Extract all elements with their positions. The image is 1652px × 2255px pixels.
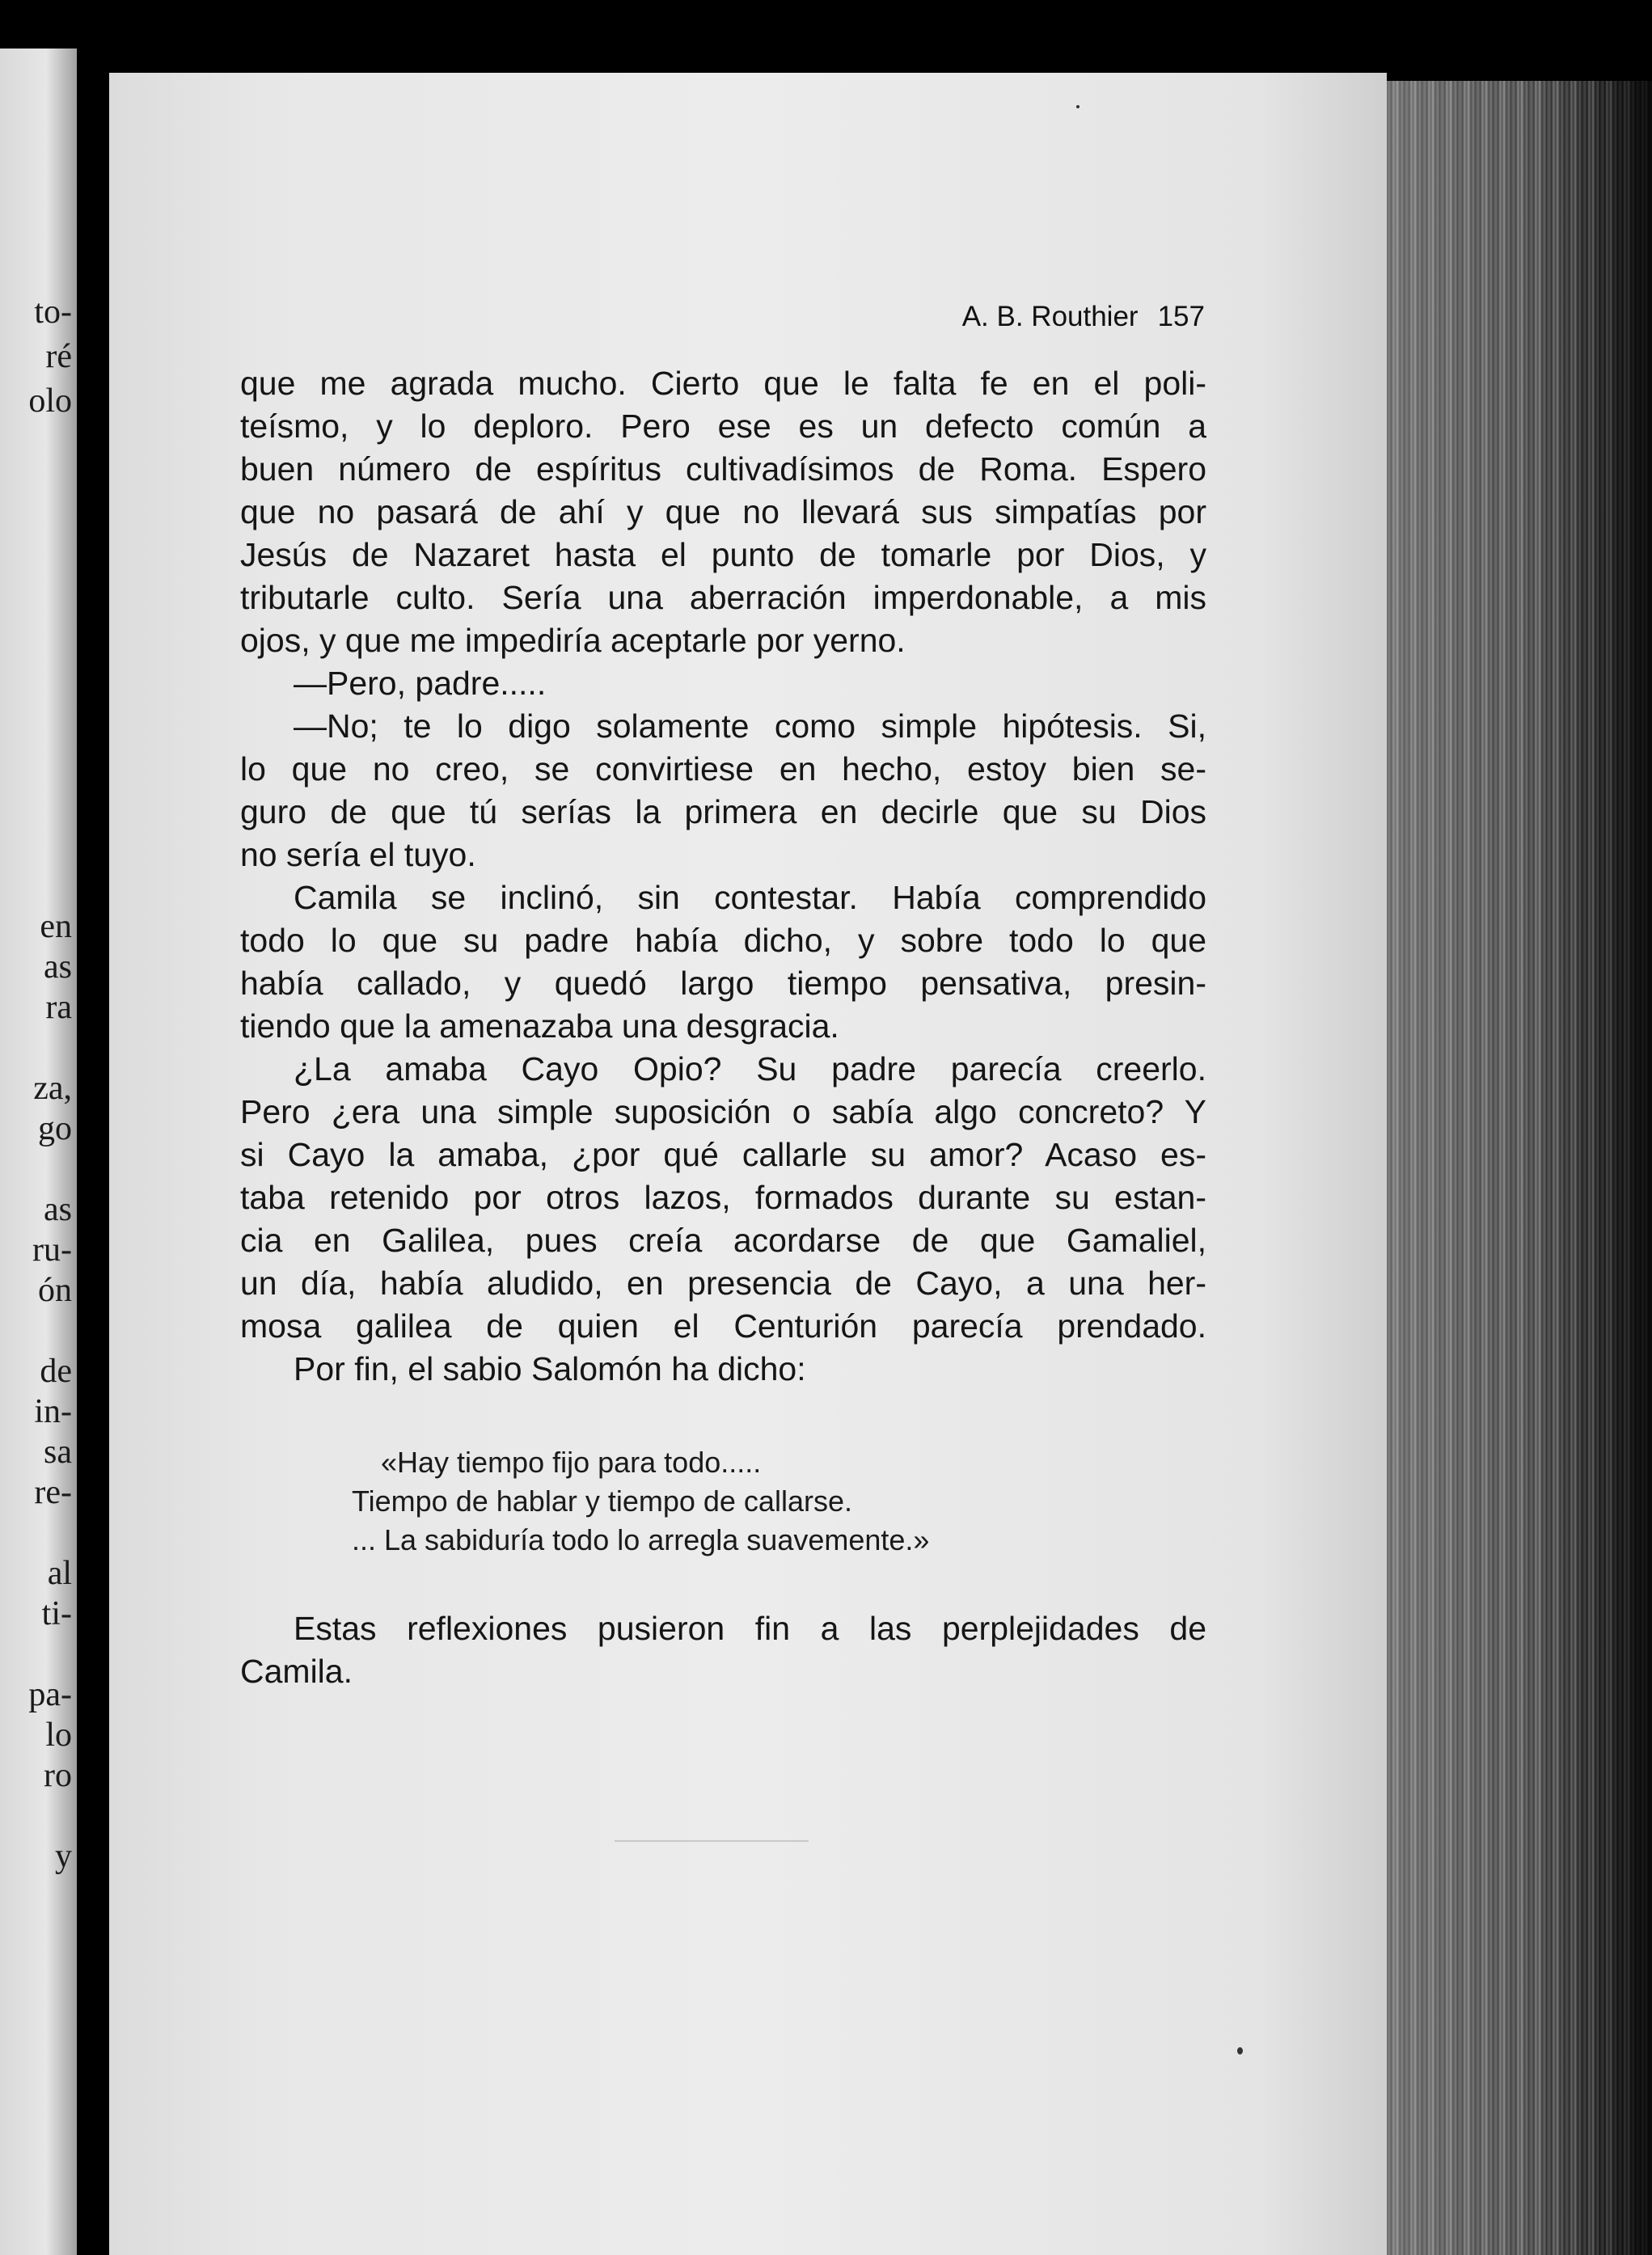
left-fragment: ón [38, 1272, 72, 1309]
left-fragment: as [44, 948, 72, 986]
text-line: ojos, y que me impediría aceptarle por yerno. [240, 622, 906, 659]
text-line: Jesús de Nazaret hasta el punto de tomarle por Dios, y [240, 536, 1206, 573]
left-fragment: as [44, 1191, 72, 1228]
left-fragment: go [38, 1110, 72, 1147]
text-line: buen número de espíritus cultivadísimos de Roma. Espero [240, 450, 1206, 488]
text-line: Estas reflexiones pusieron fin a las perplejidades de [294, 1610, 1206, 1647]
verse-line: «Hay tiempo fijo para todo..... [381, 1446, 762, 1479]
text-line: Por fin, el sabio Salomón ha dicho: [294, 1350, 806, 1387]
text-line: Pero ¿era una simple suposición o sabía algo concreto? Y [240, 1093, 1206, 1130]
text-line: había callado, y quedó largo tiempo pensativa, presin- [240, 965, 1206, 1002]
text-line: ¿La amaba Cayo Opio? Su padre parecía creerlo. [294, 1050, 1206, 1087]
text-line: —No; te lo digo solamente como simple hipótesis. Si, [294, 707, 1206, 745]
text-line: lo que no creo, se convirtiese en hecho, estoy bien se- [240, 750, 1206, 788]
text-line: todo lo que su padre había dicho, y sobre todo lo que [240, 922, 1206, 959]
text-line: mosa galilea de quien el Centurión parecía prendado. [240, 1307, 1206, 1345]
text-line: guro de que tú serías la primera en decirle que su Dios [240, 793, 1206, 830]
left-fragment: lo [45, 1717, 72, 1754]
text-line: que me agrada mucho. Cierto que le falta fe en el poli- [240, 365, 1206, 402]
text-line: si Cayo la amaba, ¿por qué callarle su amor? Acaso es- [240, 1136, 1206, 1173]
ink-speck [1237, 2047, 1243, 2054]
left-fragment: ra [45, 989, 72, 1026]
left-fragment: to- [34, 293, 72, 331]
text-line: tiendo que la amenazaba una desgracia. [240, 1007, 839, 1045]
text-line: —Pero, padre..... [294, 665, 547, 702]
verse-line: ... La sabiduría todo lo arregla suavemente.» [352, 1523, 930, 1556]
page-edges-shade [1387, 81, 1652, 2255]
faint-rule [615, 1840, 809, 1842]
text-line: cia en Galilea, pues creía acordarse de que Gamaliel, [240, 1222, 1206, 1259]
text-line: que no pasará de ahí y que no llevará sus simpatías por [240, 493, 1206, 530]
ink-speck [1076, 105, 1080, 108]
closing-text [240, 1607, 1206, 1693]
left-fragment: en [40, 908, 72, 945]
text-line: tributarle culto. Sería una aberración imperdonable, a mis [240, 579, 1206, 616]
book-gutter [77, 49, 109, 2255]
quoted-verse [352, 1443, 929, 1560]
left-fragment: pa- [28, 1676, 72, 1713]
left-fragment: za, [33, 1070, 72, 1107]
page-number: 157 [1157, 301, 1205, 332]
book-page [109, 73, 1387, 2255]
left-facing-page [0, 49, 77, 2255]
left-fragment: al [47, 1555, 72, 1592]
body-text [240, 362, 1206, 1391]
running-header [898, 301, 1205, 333]
verse-line: Tiempo de hablar y tiempo de callarse. [352, 1484, 852, 1518]
left-fragment: in- [34, 1393, 72, 1430]
left-fragment: de [40, 1353, 72, 1390]
header-author: A. B. Routhier [961, 301, 1139, 332]
left-fragment: ro [44, 1757, 72, 1794]
left-fragment: re- [34, 1474, 72, 1511]
text-line: no sería el tuyo. [240, 836, 476, 873]
left-fragment: ti- [41, 1595, 72, 1632]
text-line: teísmo, y lo deploro. Pero ese es un defecto común a [240, 408, 1206, 445]
text-line: Camila se inclinó, sin contestar. Había comprendido [294, 879, 1206, 916]
left-fragment: ré [45, 338, 72, 375]
left-fragment: olo [28, 382, 72, 420]
left-fragment: ru- [32, 1231, 72, 1269]
text-line: Camila. [240, 1653, 353, 1690]
left-fragment: sa [44, 1434, 72, 1471]
text-line: taba retenido por otros lazos, formados durante su estan- [240, 1179, 1206, 1216]
text-line: un día, había aludido, en presencia de Cayo, a una her- [240, 1265, 1206, 1302]
left-fragment: y [55, 1838, 72, 1875]
